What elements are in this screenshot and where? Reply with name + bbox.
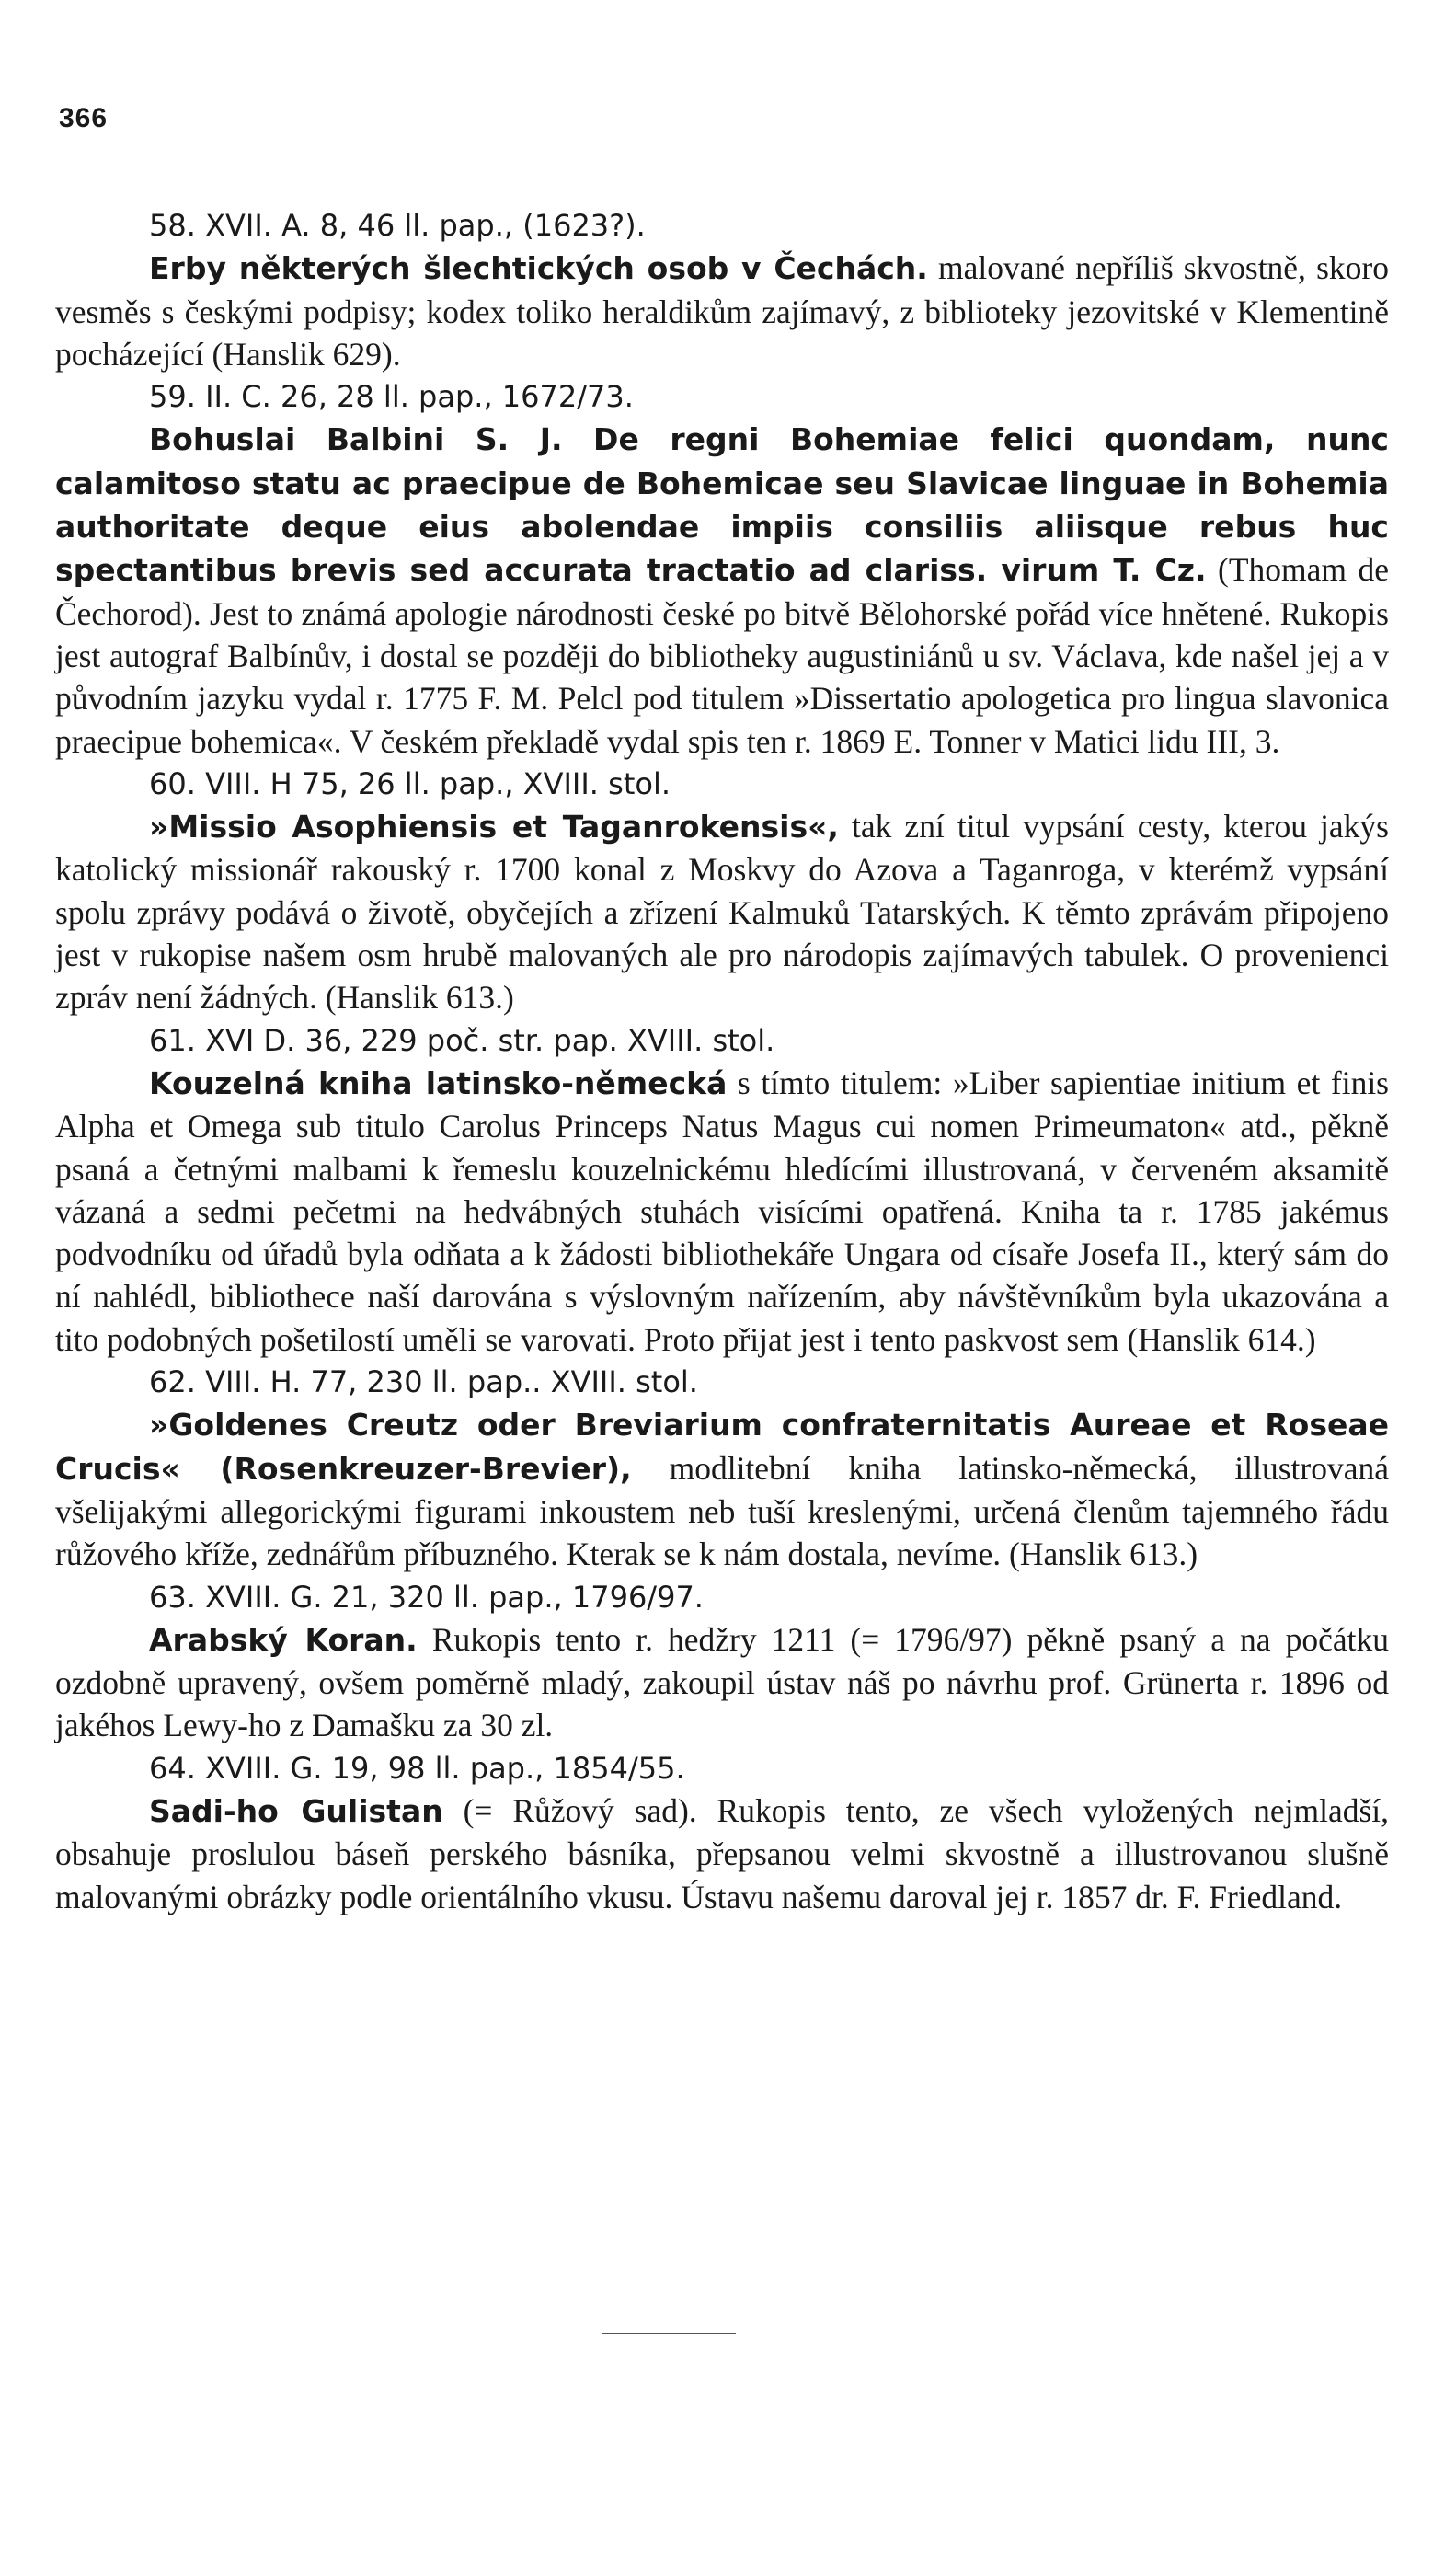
entry-title: Bohuslai Balbini S. J. De regni Bohemiae felici quondam, nunc calamitoso statu ac praecipue de Bohemicae seu Slavicae linguae in Bohemia authoritate deque eius abolendae impiis consiliis aliisque rebus huc spectantibus brevis sed accurata tractatio ad clariss. virum T. Cz. xyxy=(55,421,1389,589)
entry-description xyxy=(55,1789,1389,1918)
entry-60 xyxy=(55,763,1389,1019)
entry-title: Sadi-ho Gulistan xyxy=(149,1792,443,1829)
entry-description xyxy=(55,247,1389,375)
entry-description xyxy=(55,1062,1389,1361)
entry-text: (Thomam de Čechorod). Jest to známá apologie národnosti české po bitvě Bělohorské pořád více hnětené. Rukopis jest autograf Balbínův, i dostal se později do bibliotheky augustiniánů u sv. Václava, kde našel jej a v původním jazyku vydal r. 1775 F. M. Pelcl pod titulem »Dissertatio apologetica pro lingua slavonica praecipue bohemica«. V českém překladě vydal spis ten r. 1869 E. Tonner v Matici lidu III, 3. xyxy=(55,551,1390,760)
entry-59 xyxy=(55,375,1389,763)
entry-shelfmark: 63. XVIII. G. 21, 320 ll. pap., 1796/97. xyxy=(149,1579,704,1615)
entry-64 xyxy=(55,1747,1389,1918)
entry-shelfmark: 62. VIII. H. 77, 230 ll. pap.. XVIII. stol. xyxy=(149,1364,698,1400)
entry-58 xyxy=(55,204,1389,375)
entry-shelfmark: 64. XVIII. G. 19, 98 ll. pap., 1854/55. xyxy=(149,1750,685,1786)
entry-title: Arabský Koran. xyxy=(149,1621,418,1658)
entry-description xyxy=(55,805,1389,1018)
entry-text: s tímto titulem: »Liber sapientiae initium et finis Alpha et Omega sub titulo Carolus Princeps Natus Magus cui nomen Primeumaton« atd., pěkně psaná a četnými malbami k řemeslu kouzelnickému hledícími illustrovaná, v červeném aksamitě vázaná a sedmi pečetmi na hedvábných stuhách visícími opatřená. Kniha ta r. 1785 jakémus podvodníku od úřadů byla odňata a k žádosti bibliothekáře Ungara od císaře Josefa II., který sám do ní nahlédl, bibliothece naší darována s výslovným nařízením, aby návštěvníkům byla ukazována a tito podobných pošetilostí uměli se varovati. Proto přijat jest i tento paskvost sem (Hanslik 614.) xyxy=(55,1064,1389,1358)
section-divider xyxy=(602,2333,736,2334)
entry-description xyxy=(55,418,1389,762)
entry-title: »Goldenes Creutz oder Breviarium confraternitatis Aureae et Roseae Crucis« (Rosenkreuzer-Brevier), xyxy=(55,1407,1389,1487)
entry-title: »Missio Asophiensis et Taganrokensis«, xyxy=(149,809,839,845)
entry-63 xyxy=(55,1576,1389,1747)
entry-description xyxy=(55,1403,1389,1575)
entry-description xyxy=(55,1618,1389,1747)
entry-62 xyxy=(55,1361,1389,1575)
entry-title: Kouzelná kniha latinsko-německá xyxy=(149,1064,728,1101)
catalogue-text xyxy=(55,204,1389,1918)
entry-text: Rukopis tento r. hedžry 1211 (= 1796/97) pěkně psaný a na počátku ozdobně upravený, ovšem poměrně mladý, zakoupil ústav náš po návrhu prof. Grünerta r. 1896 od jakéhos Lewy-ho z Damašku za 30 zl. xyxy=(55,1620,1389,1744)
entry-shelfmark: 60. VIII. H 75, 26 ll. pap., XVIII. stol. xyxy=(149,765,671,801)
page-number: 366 xyxy=(59,103,109,133)
entry-text: malované nepříliš skvostně, skoro vesměs s českými podpisy; kodex toliko heraldikům zajímavý, z biblioteky jezovitské v Klementině pocházející (Hanslik 629). xyxy=(55,249,1389,373)
entry-shelfmark: 58. XVII. A. 8, 46 ll. pap., (1623?). xyxy=(149,208,646,243)
entry-text: modlitební kniha latinsko-německá, illustrovaná všelijakými allegorickými figurami inkoustem neb tuší kreslenými, určená členům tajemného řádu růžového kříže, zednářům příbuzného. Kterak se k nám dostala, nevíme. (Hanslik 613.) xyxy=(55,1449,1389,1573)
entry-61 xyxy=(55,1019,1389,1361)
entry-title: Erby některých šlechtických osob v Čechách. xyxy=(149,250,928,287)
entry-shelfmark: 61. XVI D. 36, 229 poč. str. pap. XVIII. stol. xyxy=(149,1022,775,1058)
entry-text: tak zní titul vypsání cesty, kterou jakýs katolický missionář rakouský r. 1700 konal z Moskvy do Azova a Taganroga, v kterémž vypsání spolu zprávy podává o životě, obyčejích a zřízení Kalmuků Tatarských. K těmto zprávám připojeno jest v rukopise našem osm hrubě malovaných ale pro národopis zajímavých tabulek. O provenienci zpráv není žádných. (Hanslik 613.) xyxy=(55,808,1389,1017)
entry-shelfmark: 59. II. C. 26, 28 ll. pap., 1672/73. xyxy=(149,379,634,415)
entry-text: (= Růžový sad). Rukopis tento, ze všech vyložených nejmladší, obsahuje proslulou báseň perského básníka, přepsanou velmi skvostně a illustrovanou slušně malovanými obrázky podle orientálního vkusu. Ústavu našemu daroval jej r. 1857 dr. F. Friedland. xyxy=(55,1791,1390,1915)
